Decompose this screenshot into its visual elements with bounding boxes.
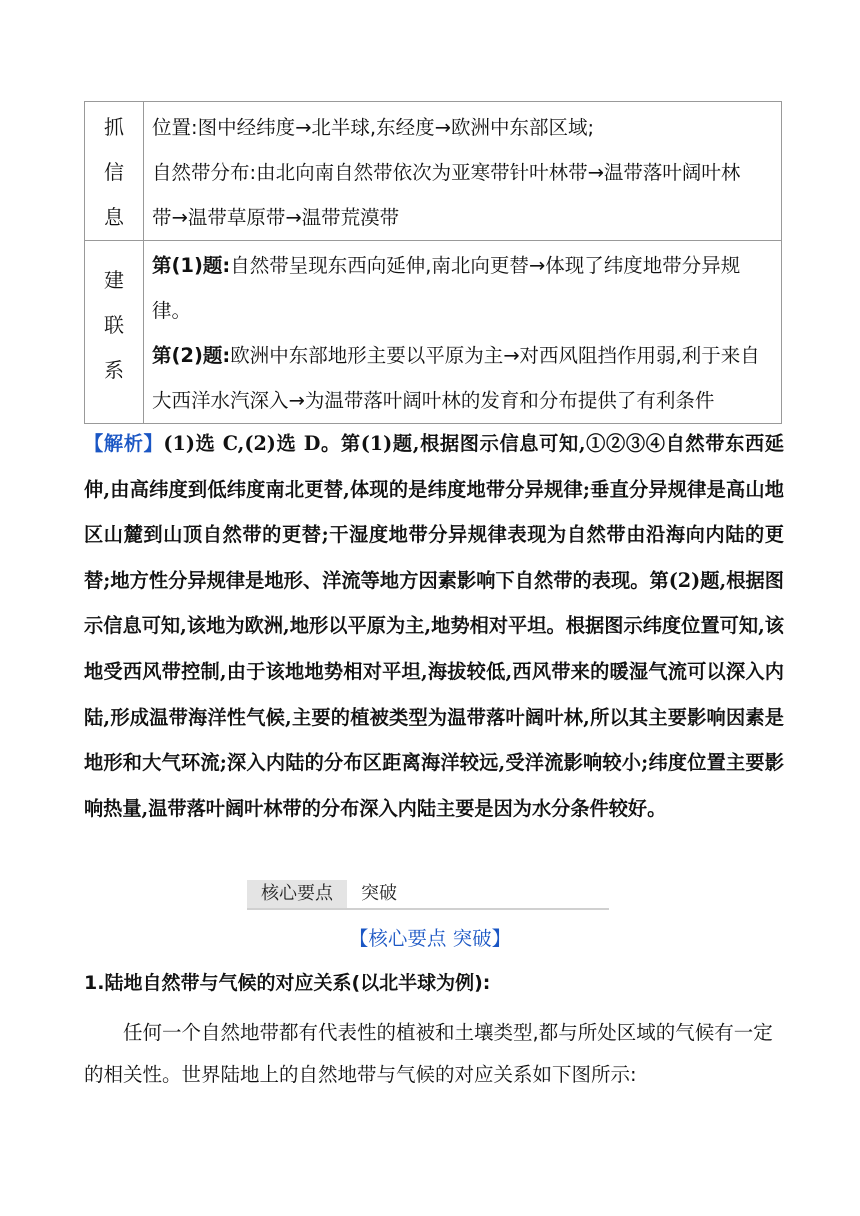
label-char: 建: [104, 268, 124, 292]
content-line: [152, 333, 781, 378]
analysis-paragraph: [84, 421, 784, 831]
label-char: 息: [104, 205, 124, 229]
analysis-text: (1)选 C,(2)选 D。第(1)题,根据图示信息可知,①②③④自然带东西延伸,由高纬度到低纬度南北更替,体现的是纬度地带分异规律;垂直分异规律是高山地区山麓到山顶自然带的更替;干湿度地带分异规律表现为自然带由沿海向内陆的更替;地方性分异规律是地形、洋流等地方因素影响下自然带的表现。第(2)题,根据图示信息可知,该地为欧洲,地形以平原为主,地势相对平坦。根据图示纬度位置可知,该地受西风带控制,由于该地地势相对平坦,海拔较低,西风带来的暖湿气流可以深入内陆,形成温带海洋性气候,主要的植被类型为温带落叶阔叶林,所以其主要影响因素是地形和大气环流;深入内陆的分布区距离海洋较远,受洋流影响较小;纬度位置主要影响热量,温带落叶阔叶林带的分布深入内陆主要是因为水分条件较好。: [84, 432, 784, 820]
body-paragraph: 任何一个自然地带都有代表性的植被和土壤类型,都与所处区域的气候有一定的相关性。世界陆地上的自然地带与气候的对应关系如下图所示:: [84, 1021, 773, 1086]
content-line: 自然带分布:由北向南自然带依次为亚寒带针叶林带→温带落叶阔叶林: [152, 161, 741, 184]
content-line: [152, 243, 781, 288]
table-row-grab-info: [85, 102, 782, 241]
question-2-text: 欧洲中东部地形主要以平原为主→对西风阻挡作用弱,利于来自: [230, 344, 760, 367]
banner-text: 突破: [361, 883, 397, 904]
row-label-grab-info: [85, 102, 144, 241]
banner-chip: 核心要点: [247, 880, 347, 908]
content-line: 律。: [152, 299, 192, 322]
content-line: 带→温带草原带→温带荒漠带: [152, 206, 400, 229]
row-label-build-link: [85, 241, 144, 424]
label-char: 抓: [104, 115, 124, 139]
question-1-text: 自然带呈现东西向延伸,南北向更替→体现了纬度地带分异规: [230, 254, 741, 277]
table-row-build-link: [85, 241, 782, 424]
section-heading: 【核心要点 突破】: [348, 927, 512, 950]
content-line: 大西洋水汽深入→为温带落叶阔叶林的发育和分布提供了有利条件: [152, 389, 715, 412]
label-char: 系: [104, 358, 124, 382]
banner-underline: [247, 908, 609, 910]
label-char: 联: [104, 313, 124, 337]
section-title: 1.陆地自然带与气候的对应关系(以北半球为例):: [84, 972, 491, 994]
section-banner: [247, 880, 609, 910]
analysis-tag: 【解析】: [84, 432, 164, 455]
label-char: 信: [104, 160, 124, 184]
row-content-grab-info: [144, 102, 782, 241]
question-1-label: 第(1)题:: [152, 254, 231, 277]
row-content-build-link: [144, 241, 782, 424]
question-2-label: 第(2)题:: [152, 344, 231, 367]
content-line: 位置:图中经纬度→北半球,东经度→欧洲中东部区域;: [152, 116, 595, 139]
info-table: [84, 101, 782, 424]
